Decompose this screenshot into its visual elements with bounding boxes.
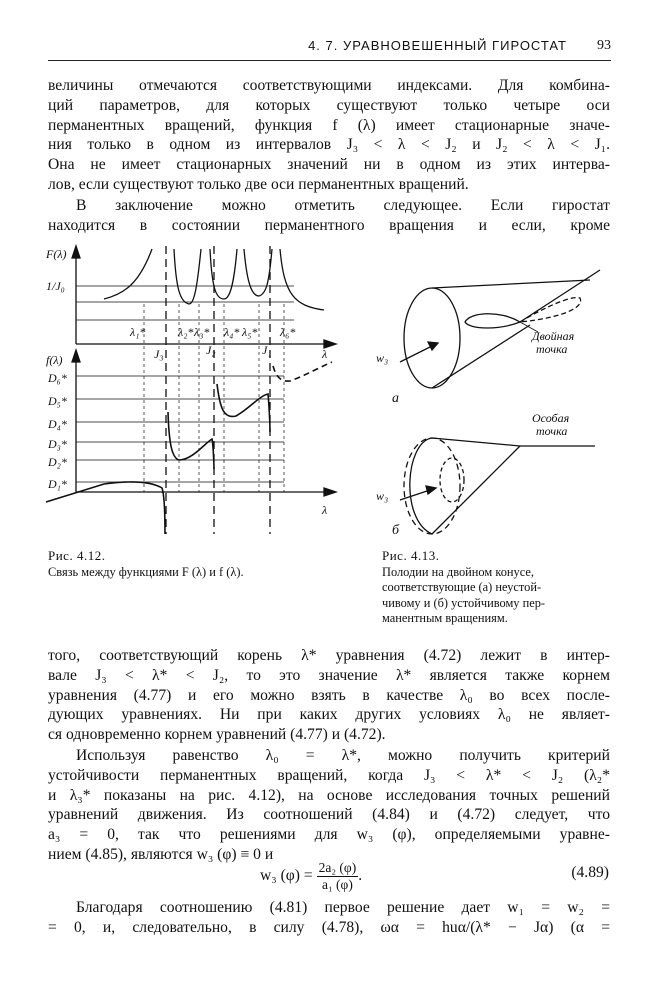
text-line: уравнений движения. Из соотношений (4.84) и (4.72) следует, что — [48, 806, 610, 824]
fig413-caption — [382, 548, 614, 627]
cone-b-edge — [432, 446, 520, 534]
paragraph-1 — [48, 76, 610, 195]
text-line: ния только в одном из интервалов J₃ < λ < J₂ и J₂ < λ < J₁. — [48, 136, 610, 154]
figure-4-12 — [44, 244, 344, 546]
double-point-label-2: точка — [536, 342, 568, 356]
sub-label-b: б — [392, 523, 400, 538]
cone-b-edge — [432, 438, 520, 446]
polhode-a-front — [465, 314, 520, 328]
lower-x-label: λ — [322, 503, 328, 517]
text-line: и λ₃* показаны на рис. 4.12), на основе исследования точных решений — [48, 786, 610, 804]
j2-label: J₂ — [206, 343, 216, 357]
lambda-label-4: λ₄* — [224, 325, 240, 339]
d1-label: D₁* — [48, 477, 67, 491]
upper-x-label: λ — [322, 347, 328, 361]
text-line: В заключение можно отметить следующее. Если гиростат — [76, 197, 610, 214]
page-header — [48, 38, 611, 61]
text-line: лов, если существуют только две оси перманентных вращений. — [48, 175, 469, 193]
lower-y-arrow — [72, 350, 80, 362]
polhode-b — [440, 458, 464, 502]
special-point-label-2: точка — [536, 424, 568, 438]
upper-y-arrow — [72, 246, 80, 258]
cone-a-edge — [432, 325, 530, 388]
text-line: нием (4.85), являются w₃ (φ) ≡ 0 и — [48, 845, 274, 863]
text-line: Используя равенство λ₀ = λ*, можно получить критерий — [76, 747, 610, 764]
lambda-label-5: λ₅* — [242, 325, 258, 339]
w3-arrowhead-b — [426, 486, 436, 494]
j1-label: J₁ — [262, 343, 272, 357]
f-curve-right — [217, 384, 270, 432]
upper-y-label: F(λ) — [46, 247, 67, 261]
fig412-label: Рис. 4.12. — [48, 548, 106, 563]
page-number: 93 — [597, 38, 611, 53]
equation-number: (4.89) — [571, 864, 609, 881]
text-line: дующих уравнениях. Ни при каких других условиях λ₀ не являет- — [48, 706, 610, 724]
paragraph-3 — [48, 646, 610, 745]
lambda-label-1: λ₁* — [130, 325, 146, 339]
text-line: вале J₃ < λ* < J₂, то это значение λ* является также корнем — [48, 666, 610, 684]
lambda-label-2: λ₂* — [178, 325, 194, 339]
text-line: того, соответствующий корень λ* уравнения (4.72) лежит в интер- — [48, 647, 610, 664]
equation-numerator: 2a₂ (φ) — [318, 860, 357, 875]
figure-4-13 — [370, 250, 610, 550]
equation-tail: . — [358, 867, 363, 885]
lower-x-arrow — [324, 488, 336, 496]
polhode-a — [520, 298, 581, 322]
caption-line: соответствующие (а) неустой- — [382, 580, 542, 594]
running-title: 4. 7. УРАВНОВЕШЕННЫЙ ГИРОСТАТ — [308, 38, 567, 53]
d3-label: D₃* — [48, 437, 67, 451]
cone-a-axis — [520, 270, 600, 322]
equation-fraction — [317, 860, 359, 893]
caption-line: манентным вращениям. — [382, 611, 508, 625]
text-line: = 0, и, следовательно, в силу (4.78), ωα = huα/(λ* − Jα) (α = — [48, 918, 610, 936]
caption-line: Полодии на двойном конусе, — [382, 564, 534, 579]
equation-4-89 — [260, 860, 362, 893]
j3-label: J₃ — [154, 347, 164, 361]
fig413-label: Рис. 4.13. — [382, 548, 440, 563]
text-line: устойчивости перманентных вращений, когда J₃ < λ* < J₂ (λ₂* — [48, 766, 610, 784]
text-line: Благодаря соотношению (4.81) первое решение дает w₁ = w₂ = — [76, 899, 610, 916]
special-point-label-1: Особая — [532, 411, 570, 425]
cone-a-base — [404, 288, 460, 388]
d4-label: D₄* — [48, 417, 67, 431]
caption-line: чивому и (б) устойчивому пер- — [382, 595, 546, 610]
text-line: находится в состоянии перманентного вращения и если, кроме — [48, 216, 610, 234]
w3-label-b: w₃ — [376, 489, 389, 503]
lambda-label-3: λ₃* — [194, 325, 210, 339]
text-line: a₃ = 0, так что решениями для w₃ (φ), определяемыми уравне- — [48, 826, 610, 844]
text-line: ций параметров, для которых существуют только четыре оси — [48, 96, 610, 114]
double-point-label-1: Двойная — [532, 329, 575, 343]
fig412-caption-text: Связь между функциями F (λ) и f (λ). — [48, 564, 244, 579]
text-line: величины отмечаются соответствующими индексами. Для комбина- — [48, 77, 610, 94]
paragraph-5 — [48, 898, 610, 938]
f-curve-middle — [168, 412, 214, 469]
fig412-caption — [48, 548, 348, 580]
text-line: ся одновременно корнем уравнений (4.77) и (4.72). — [48, 726, 386, 744]
text-line: перманентных вращений, функция f (λ) имеет стационарные значе- — [48, 116, 610, 134]
lower-y-label: f(λ) — [46, 353, 63, 367]
text-line: уравнения (4.77) и его можно взять в качестве λ₀ во всех после- — [48, 686, 610, 704]
cone-a-edge — [432, 280, 590, 288]
equation-lhs: w₃ (φ) = — [260, 867, 313, 885]
label-1j0: 1/J₀ — [46, 279, 65, 293]
lambda-label-6: λ₆* — [280, 325, 296, 339]
f-curve-far-right — [273, 362, 332, 381]
d5-label: D₅* — [48, 394, 67, 408]
cone-b-base-hidden — [404, 438, 460, 534]
d2-label: D₂* — [48, 455, 67, 469]
paragraph-4 — [48, 746, 610, 865]
d6-label: D₆* — [48, 371, 67, 385]
w3-arrowhead-a — [428, 342, 438, 350]
paragraph-2 — [48, 196, 610, 236]
w3-label-a: w₃ — [376, 351, 389, 365]
equation-denominator: a₁ (φ) — [321, 877, 353, 892]
text-line: Она не имеет стационарных значений ни в одном из этих интерва- — [48, 156, 610, 174]
sub-label-a: а — [392, 391, 399, 406]
